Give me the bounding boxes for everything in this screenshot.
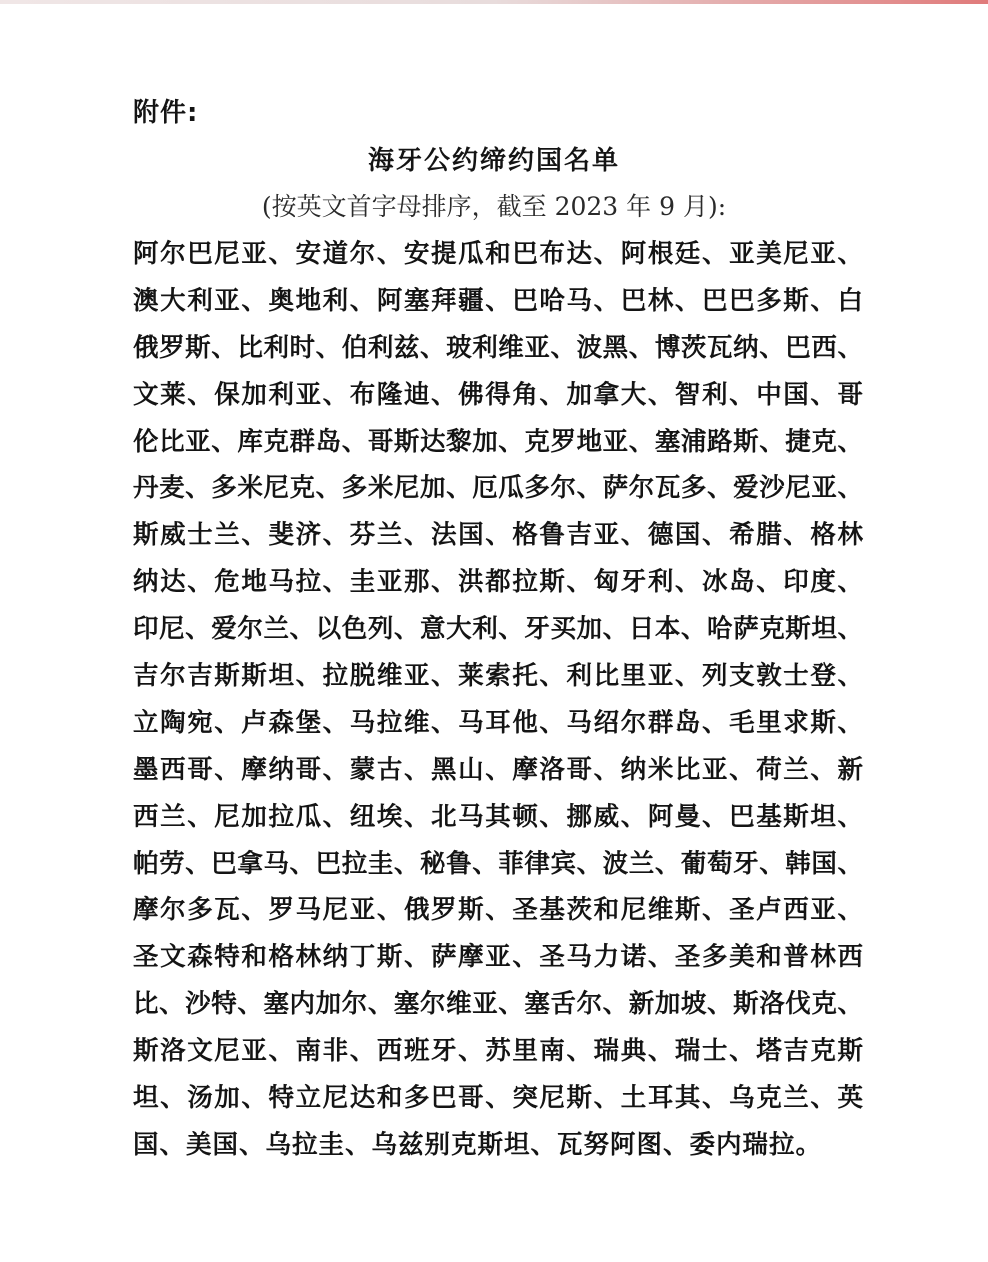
scan-top-edge	[0, 0, 988, 4]
country-list-line: 墨西哥、摩纳哥、蒙古、黑山、摩洛哥、纳米比亚、荷兰、新	[133, 754, 863, 785]
country-list-line: 国、美国、乌拉圭、乌兹别克斯坦、瓦努阿图、委内瑞拉。	[133, 1129, 823, 1160]
country-list-line: 斯洛文尼亚、南非、西班牙、苏里南、瑞典、瑞士、塔吉克斯	[133, 1036, 863, 1067]
country-list-line: 伦比亚、库克群岛、哥斯达黎加、克罗地亚、塞浦路斯、捷克、	[133, 426, 863, 457]
document-title: 海牙公约缔约国名单	[367, 146, 620, 176]
document-subtitle: (按英文首字母排序，截至 2023 年 9 月):	[261, 192, 727, 221]
country-list-line: 坦、汤加、特立尼达和多巴哥、突尼斯、土耳其、乌克兰、英	[133, 1083, 863, 1114]
country-list-line: 帕劳、巴拿马、巴拉圭、秘鲁、菲律宾、波兰、葡萄牙、韩国、	[133, 848, 863, 879]
country-list	[133, 231, 863, 1169]
country-list-line: 吉尔吉斯斯坦、拉脱维亚、莱索托、利比里亚、列支敦士登、	[133, 661, 863, 692]
country-list-line: 比、沙特、塞内加尔、塞尔维亚、塞舌尔、新加坡、斯洛伐克、	[133, 989, 863, 1020]
country-list-line: 摩尔多瓦、罗马尼亚、俄罗斯、圣基茨和尼维斯、圣卢西亚、	[133, 895, 863, 926]
country-list-line: 斯威士兰、斐济、芬兰、法国、格鲁吉亚、德国、希腊、格林	[133, 520, 863, 551]
country-list-line: 文莱、保加利亚、布隆迪、佛得角、加拿大、智利、中国、哥	[133, 379, 863, 410]
country-list-line: 阿尔巴尼亚、安道尔、安提瓜和巴布达、阿根廷、亚美尼亚、	[133, 239, 863, 269]
attachment-label: 附件:	[133, 98, 199, 128]
country-list-line: 澳大利亚、奥地利、阿塞拜疆、巴哈马、巴林、巴巴多斯、白	[133, 285, 863, 316]
country-list-line: 圣文森特和格林纳丁斯、萨摩亚、圣马力诺、圣多美和普林西	[133, 942, 863, 973]
country-list-line: 印尼、爱尔兰、以色列、意大利、牙买加、日本、哈萨克斯坦、	[133, 614, 863, 645]
country-list-line: 丹麦、多米尼克、多米尼加、厄瓜多尔、萨尔瓦多、爱沙尼亚、	[133, 473, 863, 504]
country-list-line: 纳达、危地马拉、圭亚那、洪都拉斯、匈牙利、冰岛、印度、	[133, 567, 863, 598]
country-list-line: 西兰、尼加拉瓜、纽埃、北马其顿、挪威、阿曼、巴基斯坦、	[133, 801, 863, 832]
country-list-line: 俄罗斯、比利时、伯利兹、玻利维亚、波黑、博茨瓦纳、巴西、	[133, 332, 863, 363]
country-list-line: 立陶宛、卢森堡、马拉维、马耳他、马绍尔群岛、毛里求斯、	[133, 707, 863, 738]
